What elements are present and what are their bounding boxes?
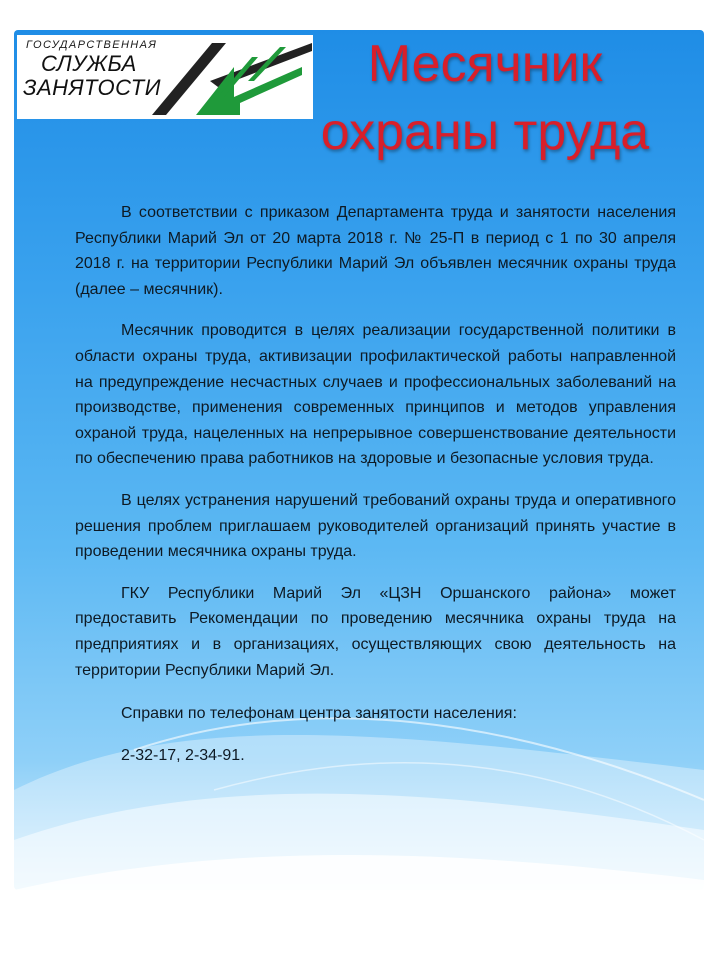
logo-text-line3: ЗАНЯТОСТИ <box>23 75 161 100</box>
paragraph-purpose: Месячник проводится в целях реализации государственной политики в области охраны труда, активизации профилактической работы направленной на предупреждение несчастных случаев и профессиональных заболеваний на производстве, применения современных принципов и методов управления охраной труда, нацеленных на непрерывное совершенствование деятельности по обеспечению права работников на здоровые и безопасные условия труда. <box>75 322 676 468</box>
title-line2: охраны труда <box>320 103 650 161</box>
paragraph-order: В соответствии с приказом Департамента труда и занятости населения Республики Марий Эл от 20 марта 2018 г. № 25-П в период с 1 по 30 апреля 2018 г. на территории Республики Марий Эл объявлен месячник охраны труда (далее – месячник). <box>75 204 676 298</box>
contact-phones: 2-32-17, 2-34-91. <box>121 746 245 764</box>
contact-label: Справки по телефонам центра занятости населения: <box>121 705 517 723</box>
document-body <box>75 200 676 784</box>
page-title <box>260 30 710 166</box>
logo-text-line2: СЛУЖБА <box>41 51 137 76</box>
logo-text-line1: ГОСУДАРСТВЕННАЯ <box>26 39 158 51</box>
paragraph-invitation: В целях устранения нарушений требований охраны труда и оперативного решения проблем приглашаем руководителей организаций принять участие в проведении месячника охраны труда. <box>75 491 676 561</box>
paragraph-recommendations: ГКУ Республики Марий Эл «ЦЗН Оршанского района» может предоставить Рекомендации по проведению месячника охраны труда на предприятиях и в организациях, осуществляющих свою деятельность на территории Республики Марий Эл. <box>75 584 676 679</box>
title-line1: Месячник <box>367 35 603 93</box>
